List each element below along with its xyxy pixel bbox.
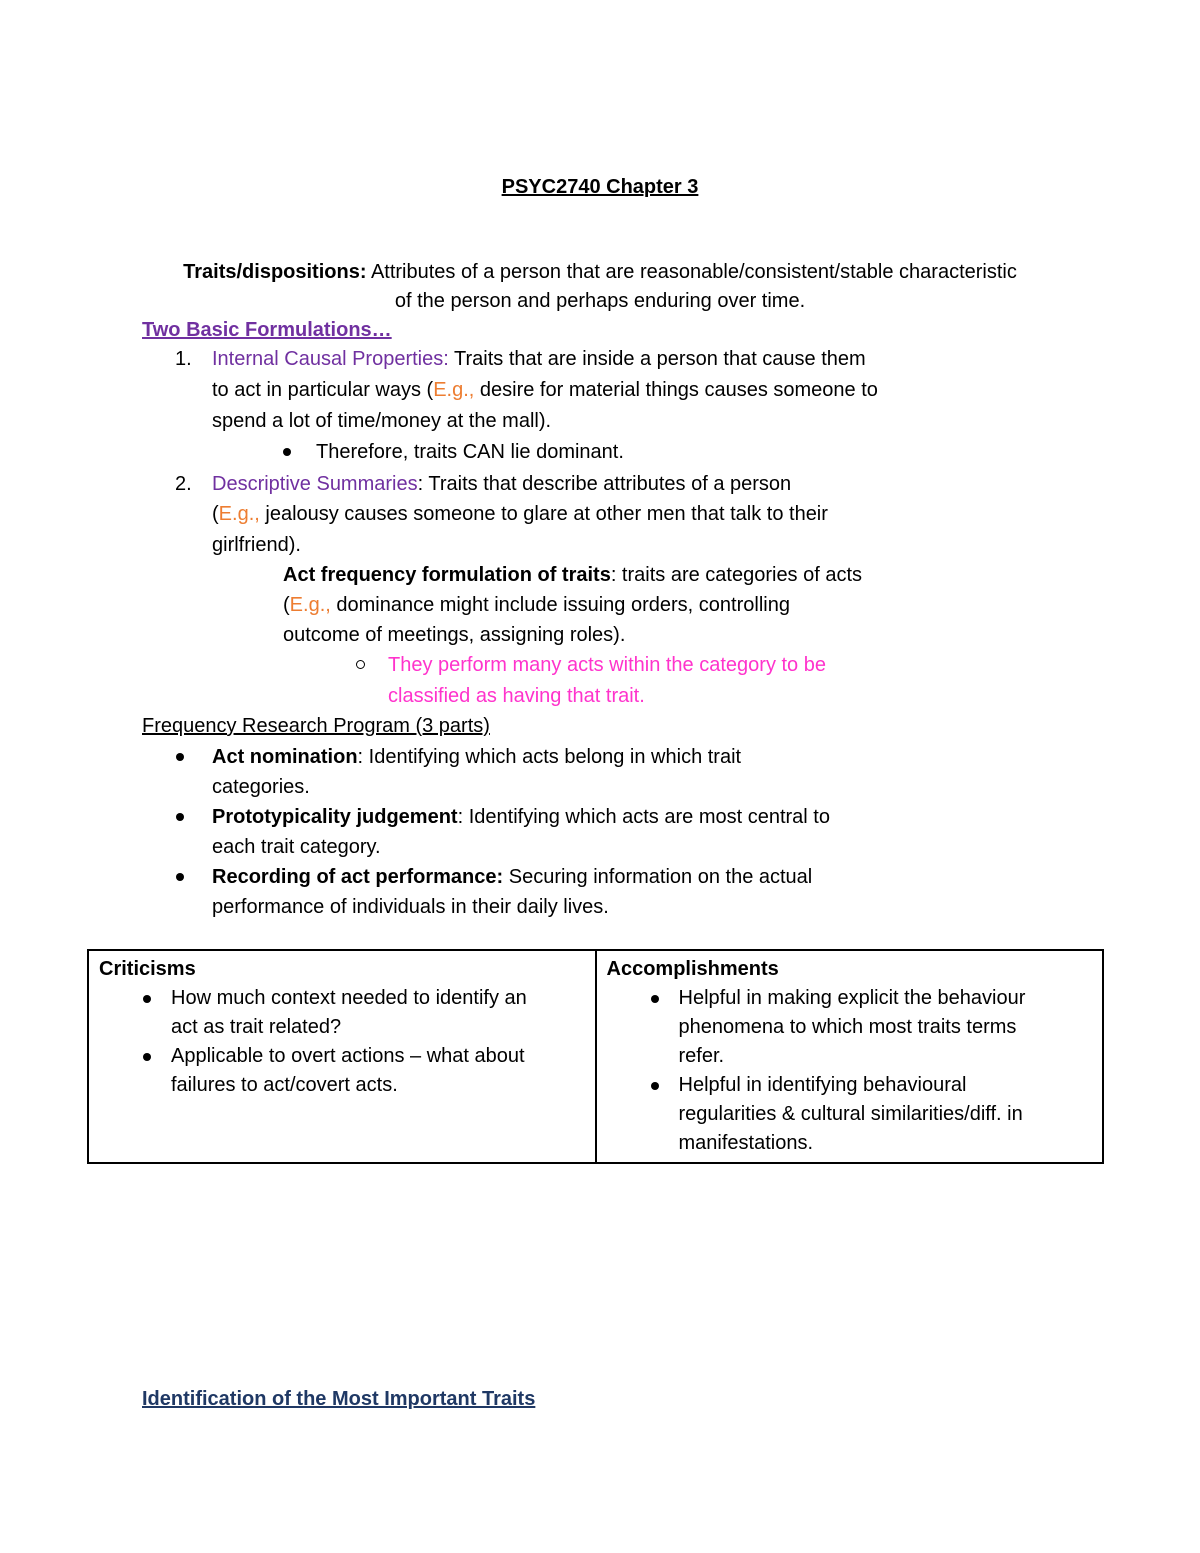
research-item-1-term: Act nomination <box>212 746 358 768</box>
item1-text-1: Traits that are inside a person that cause them <box>454 348 866 370</box>
bullet-icon <box>176 813 184 821</box>
formulations-heading: Two Basic Formulations… <box>142 319 392 341</box>
item1-eg: E.g., <box>433 379 475 401</box>
research-heading: Frequency Research Program (3 parts) <box>142 715 490 737</box>
item2-line-2 <box>212 499 828 529</box>
research-item-3-term: Recording of act performance: <box>212 866 504 888</box>
accomplishments-heading: Accomplishments <box>606 958 779 980</box>
act-frequency-line-2 <box>283 590 790 620</box>
criticisms-heading: Criticisms <box>99 958 196 980</box>
accomplishment-1-line-3: refer. <box>678 1045 725 1067</box>
list-number-2: 2. <box>175 473 192 495</box>
accomplishment-2-line-1: Helpful in identifying behavioural <box>678 1074 967 1096</box>
sub-bullet-line-1: They perform many acts within the category to be <box>388 654 826 676</box>
bullet-icon <box>651 1082 659 1090</box>
accomplishment-1-line-1: Helpful in making explicit the behaviour <box>678 987 1026 1009</box>
item2-line-3: girlfriend). <box>212 534 301 556</box>
criticism-1-line-1: How much context needed to identify an <box>171 987 527 1009</box>
accomplishments-cell <box>596 950 1104 1163</box>
bullet-icon <box>176 873 184 881</box>
list-item <box>607 984 1093 1071</box>
accomplishment-2-line-2: regularities & cultural similarities/diff. in <box>678 1103 1023 1125</box>
definition-term: Traits/dispositions: <box>183 261 367 283</box>
research-item-2-line-1 <box>212 802 830 832</box>
definition-line-2: of the person and perhaps enduring over time. <box>394 290 806 312</box>
research-item-3-text-1: Securing information on the actual <box>503 866 813 888</box>
definition-text-1: Attributes of a person that are reasonable/consistent/stable characteristic <box>370 261 1017 283</box>
act-frequency-text-1: : traits are categories of acts <box>610 564 863 586</box>
research-item-1-line-2: categories. <box>212 776 310 798</box>
item2-eg: E.g., <box>218 503 260 525</box>
item2-line-1 <box>212 469 791 499</box>
next-section-heading: Identification of the Most Important Traits <box>142 1388 536 1410</box>
list-item <box>99 1042 585 1100</box>
research-item-1-text-1: : Identifying which acts belong in which trait <box>357 746 742 768</box>
criticisms-cell <box>88 950 596 1163</box>
research-item-3-line-1 <box>212 862 812 892</box>
list-item <box>607 1071 1093 1158</box>
act-frequency-text-2b: dominance might include issuing orders, controlling <box>336 594 790 616</box>
act-frequency-line-3: outcome of meetings, assigning roles). <box>283 624 626 646</box>
act-frequency-eg: E.g., <box>289 594 331 616</box>
bullet-icon <box>143 995 151 1003</box>
item2-text-2a: ( <box>212 503 219 525</box>
item2-text-2b: jealousy causes someone to glare at other men that talk to their <box>265 503 828 525</box>
research-item-2-line-2: each trait category. <box>212 836 381 858</box>
act-frequency-term: Act frequency formulation of traits <box>283 564 611 586</box>
list-number-1: 1. <box>175 348 192 370</box>
item1-bullet-text: Therefore, traits CAN lie dominant. <box>316 441 624 463</box>
act-frequency-line-1 <box>283 560 862 590</box>
item1-term: Internal Causal Properties: <box>212 348 449 370</box>
list-item <box>99 984 585 1042</box>
circle-bullet-icon <box>356 660 365 669</box>
item2-colon: : <box>417 473 424 495</box>
criticism-2-line-1: Applicable to overt actions – what about <box>171 1045 525 1067</box>
page-title: PSYC2740 Chapter 3 <box>501 176 699 198</box>
criticism-1-line-2: act as trait related? <box>171 1016 342 1038</box>
bullet-icon <box>651 995 659 1003</box>
item1-text-2b: desire for material things causes someone to <box>479 379 878 401</box>
research-item-2-text-1: : Identifying which acts are most central to <box>457 806 830 828</box>
bullet-icon <box>283 448 291 456</box>
item2-term: Descriptive Summaries <box>212 473 418 495</box>
item2-text-1: Traits that describe attributes of a person <box>428 473 792 495</box>
bullet-icon <box>143 1053 151 1061</box>
definition-line-1 <box>0 257 1200 287</box>
item1-text-2a: to act in particular ways ( <box>212 379 434 401</box>
accomplishment-1-line-2: phenomena to which most traits terms <box>678 1016 1017 1038</box>
bullet-icon <box>176 753 184 761</box>
item1-line-3: spend a lot of time/money at the mall). <box>212 410 552 432</box>
act-frequency-text-2a: ( <box>283 594 290 616</box>
sub-bullet-line-2: classified as having that trait. <box>388 685 645 707</box>
research-item-3-line-2: performance of individuals in their daily lives. <box>212 896 609 918</box>
criticisms-accomplishments-table <box>87 949 1104 1164</box>
accomplishment-2-line-3: manifestations. <box>678 1132 814 1154</box>
item1-line-1 <box>212 344 866 374</box>
criticism-2-line-2: failures to act/covert acts. <box>171 1074 398 1096</box>
research-item-1-line-1 <box>212 742 741 772</box>
research-item-2-term: Prototypicality judgement <box>212 806 458 828</box>
item1-line-2 <box>212 375 878 405</box>
